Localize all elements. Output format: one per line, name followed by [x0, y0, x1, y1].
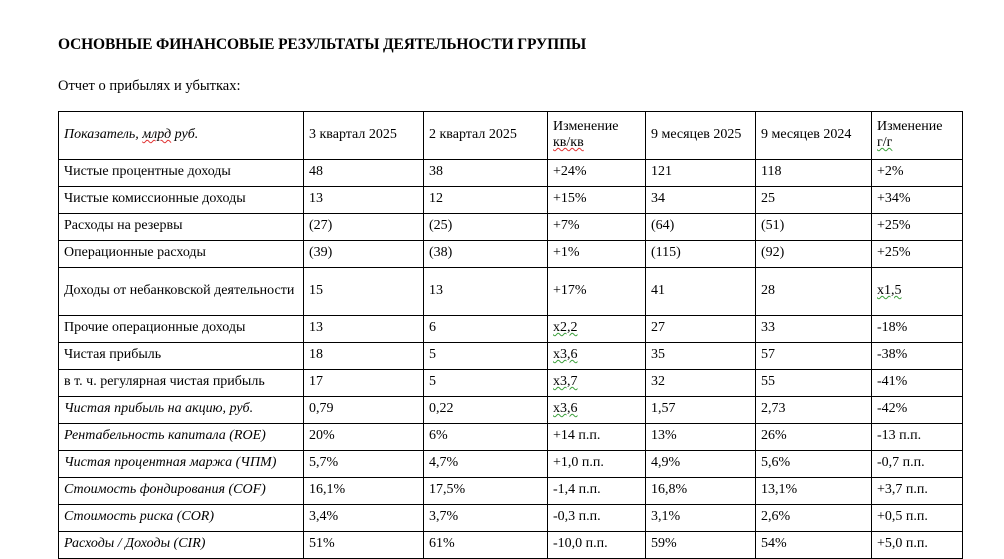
cell-9m-2025: 32: [646, 370, 756, 397]
cell-q3-2025: 20%: [304, 424, 424, 451]
cell-9m-2025: 16,8%: [646, 478, 756, 505]
table-row: [59, 343, 963, 370]
row-label: Стоимость риска (COR): [59, 505, 304, 532]
row-label: Расходы / Доходы (CIR): [59, 532, 304, 559]
cell-q3-2025: 0,79: [304, 397, 424, 424]
cell-change-qq: [548, 370, 646, 397]
table-row: [59, 214, 963, 241]
cell-change-qq: +15%: [548, 187, 646, 214]
row-label: Чистая прибыль на акцию, руб.: [59, 397, 304, 424]
cell-change-qq-text: x3,6: [553, 401, 578, 417]
cell-change-qq: +1,0 п.п.: [548, 451, 646, 478]
cell-change-qq: [548, 397, 646, 424]
cell-q2-2025: 3,7%: [424, 505, 548, 532]
row-label: Чистые комиссионные доходы: [59, 187, 304, 214]
cell-9m-2024: 26%: [756, 424, 872, 451]
cell-q3-2025: (39): [304, 241, 424, 268]
cell-q2-2025: 17,5%: [424, 478, 548, 505]
table-row: [59, 505, 963, 532]
cell-change-qq: +1%: [548, 241, 646, 268]
table-row: [59, 370, 963, 397]
table-row: [59, 160, 963, 187]
cell-q2-2025: 38: [424, 160, 548, 187]
cell-change-yy: -0,7 п.п.: [872, 451, 963, 478]
cell-q3-2025: 18: [304, 343, 424, 370]
row-label: Расходы на резервы: [59, 214, 304, 241]
cell-q3-2025: 13: [304, 316, 424, 343]
cell-9m-2025: 34: [646, 187, 756, 214]
column-header-metric-text-c: руб.: [171, 127, 199, 143]
column-header-change-yy-line2: г/г: [877, 135, 893, 150]
cell-q2-2025: 6: [424, 316, 548, 343]
cell-q3-2025: 3,4%: [304, 505, 424, 532]
cell-change-yy-text: x1,5: [877, 282, 902, 298]
cell-change-qq: +14 п.п.: [548, 424, 646, 451]
section-subtitle: Отчет о прибылях и убытках:: [58, 78, 241, 94]
cell-9m-2025: (115): [646, 241, 756, 268]
cell-9m-2024: 13,1%: [756, 478, 872, 505]
cell-change-yy: +3,7 п.п.: [872, 478, 963, 505]
row-label: Чистая прибыль: [59, 343, 304, 370]
cell-change-yy: +2%: [872, 160, 963, 187]
cell-change-yy: -13 п.п.: [872, 424, 963, 451]
row-label: Стоимость фондирования (COF): [59, 478, 304, 505]
column-header-change-qq: [548, 112, 646, 160]
column-header-metric-text-b: млрд: [142, 127, 172, 143]
cell-q2-2025: 4,7%: [424, 451, 548, 478]
cell-change-qq: [548, 316, 646, 343]
cell-9m-2025: 27: [646, 316, 756, 343]
cell-change-qq: -1,4 п.п.: [548, 478, 646, 505]
cell-q2-2025: 61%: [424, 532, 548, 559]
table-row: [59, 397, 963, 424]
page-title: ОСНОВНЫЕ ФИНАНСОВЫЕ РЕЗУЛЬТАТЫ ДЕЯТЕЛЬНОСТИ ГРУППЫ: [58, 36, 587, 53]
cell-change-qq: -10,0 п.п.: [548, 532, 646, 559]
cell-change-yy: +25%: [872, 241, 963, 268]
cell-9m-2025: 121: [646, 160, 756, 187]
cell-9m-2024: 57: [756, 343, 872, 370]
table-row: [59, 424, 963, 451]
cell-change-qq-text: x3,6: [553, 347, 578, 363]
column-header-q2-2025: 2 квартал 2025: [424, 112, 548, 160]
cell-q2-2025: 13: [424, 268, 548, 316]
cell-change-qq-text: x2,2: [553, 320, 578, 336]
cell-9m-2025: (64): [646, 214, 756, 241]
table-row: [59, 316, 963, 343]
cell-change-yy: +5,0 п.п.: [872, 532, 963, 559]
table-row: [59, 478, 963, 505]
column-header-change-qq-line2: кв/кв: [553, 135, 584, 150]
row-label: Доходы от небанковской деятельности: [59, 268, 304, 316]
cell-q3-2025: 16,1%: [304, 478, 424, 505]
cell-q3-2025: 5,7%: [304, 451, 424, 478]
column-header-9m-2024: 9 месяцев 2024: [756, 112, 872, 160]
row-label: Прочие операционные доходы: [59, 316, 304, 343]
cell-9m-2024: 54%: [756, 532, 872, 559]
cell-change-qq: +17%: [548, 268, 646, 316]
table-row: [59, 187, 963, 214]
cell-change-qq: -0,3 п.п.: [548, 505, 646, 532]
column-header-change-qq-line1: Изменение: [553, 119, 619, 135]
cell-q3-2025: 13: [304, 187, 424, 214]
table-header-row: [59, 112, 963, 160]
cell-change-yy: -38%: [872, 343, 963, 370]
cell-9m-2025: 1,57: [646, 397, 756, 424]
table-row: [59, 532, 963, 559]
cell-q2-2025: 0,22: [424, 397, 548, 424]
cell-q3-2025: 51%: [304, 532, 424, 559]
cell-9m-2024: 2,73: [756, 397, 872, 424]
cell-change-qq: +7%: [548, 214, 646, 241]
cell-9m-2025: 41: [646, 268, 756, 316]
cell-9m-2025: 35: [646, 343, 756, 370]
column-header-q3-2025: 3 квартал 2025: [304, 112, 424, 160]
cell-q3-2025: 48: [304, 160, 424, 187]
cell-q3-2025: (27): [304, 214, 424, 241]
cell-9m-2024: (51): [756, 214, 872, 241]
row-label: Операционные расходы: [59, 241, 304, 268]
cell-9m-2024: 5,6%: [756, 451, 872, 478]
cell-q2-2025: (25): [424, 214, 548, 241]
column-header-9m-2025: 9 месяцев 2025: [646, 112, 756, 160]
row-label: Рентабельность капитала (ROE): [59, 424, 304, 451]
cell-9m-2024: 118: [756, 160, 872, 187]
column-header-change-yy: [872, 112, 963, 160]
cell-9m-2024: 2,6%: [756, 505, 872, 532]
cell-q3-2025: 15: [304, 268, 424, 316]
table-row: [59, 268, 963, 316]
cell-9m-2025: 59%: [646, 532, 756, 559]
cell-change-yy: +34%: [872, 187, 963, 214]
cell-9m-2024: 55: [756, 370, 872, 397]
cell-9m-2024: 28: [756, 268, 872, 316]
cell-change-yy: -41%: [872, 370, 963, 397]
row-label: Чистые процентные доходы: [59, 160, 304, 187]
cell-9m-2024: (92): [756, 241, 872, 268]
cell-change-qq-text: x3,7: [553, 374, 578, 390]
cell-9m-2025: 13%: [646, 424, 756, 451]
cell-change-yy: [872, 268, 963, 316]
cell-9m-2025: 4,9%: [646, 451, 756, 478]
cell-change-yy: -42%: [872, 397, 963, 424]
table-row: [59, 241, 963, 268]
cell-q2-2025: (38): [424, 241, 548, 268]
column-header-metric-text-a: Показатель,: [64, 127, 143, 143]
column-header-metric: [59, 112, 304, 160]
cell-change-qq: [548, 343, 646, 370]
row-label: в т. ч. регулярная чистая прибыль: [59, 370, 304, 397]
cell-change-yy: +0,5 п.п.: [872, 505, 963, 532]
table-row: [59, 451, 963, 478]
cell-9m-2024: 25: [756, 187, 872, 214]
cell-q2-2025: 6%: [424, 424, 548, 451]
financial-results-table: [58, 111, 963, 559]
financial-results-table-wrapper: [58, 111, 962, 559]
cell-change-yy: +25%: [872, 214, 963, 241]
cell-change-qq: +24%: [548, 160, 646, 187]
cell-q2-2025: 5: [424, 343, 548, 370]
cell-q2-2025: 12: [424, 187, 548, 214]
cell-9m-2025: 3,1%: [646, 505, 756, 532]
column-header-change-yy-line1: Изменение: [877, 119, 943, 135]
cell-q2-2025: 5: [424, 370, 548, 397]
cell-9m-2024: 33: [756, 316, 872, 343]
cell-q3-2025: 17: [304, 370, 424, 397]
row-label: Чистая процентная маржа (ЧПМ): [59, 451, 304, 478]
cell-change-yy: -18%: [872, 316, 963, 343]
